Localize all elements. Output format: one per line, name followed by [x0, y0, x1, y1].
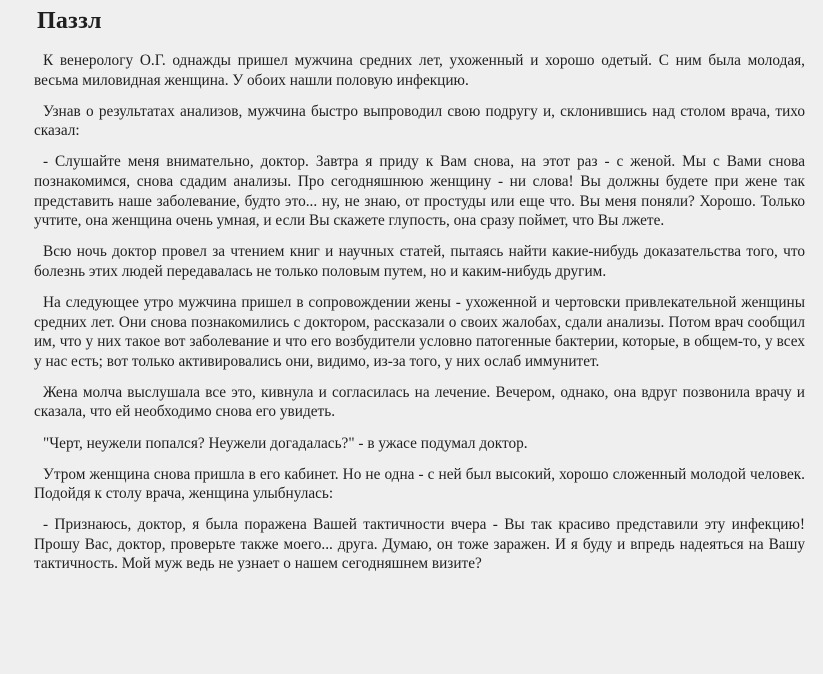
paragraph: Узнав о результатах анализов, мужчина быстро выпроводил свою подругу и, склонившись над столом врача, тихо сказал: — [34, 102, 805, 140]
paragraph: - Признаюсь, доктор, я была поражена Вашей тактичности вчера - Вы так красиво представили эту инфекцию! Прошу Вас, доктор, проверьте также моего... друга. Думаю, он тоже заражен. И я буду и впредь надеяться на Вашу тактичность. Мой муж ведь не узнает о нашем сегодняшнем визите? — [34, 516, 805, 573]
paragraph: Утром женщина снова пришла в его кабинет. Но не одна - с ней был высокий, хорошо сложенный молодой человек. Подойдя к столу врача, женщина улыбнулась: — [34, 465, 805, 503]
paragraph: К венерологу О.Г. однажды пришел мужчина средних лет, ухоженный и хорошо одетый. С ним была молодая, весьма миловидная женщина. У обоих нашли половую инфекцию. — [34, 52, 805, 89]
article-title: Паззл — [37, 8, 102, 34]
paragraph: - Слушайте меня внимательно, доктор. Завтра я приду к Вам снова, на этот раз - с женой. Мы с Вами снова познакомимся, снова сдадим анализы. Про сегодняшнюю женщину - ни слова! Вы должны будете при жене так представить наше заболевание, будто это... ну, не знаю, от простуды или еще что. Вы меня поняли? Хорошо. Только учтите, она женщина очень умная, и если Вы скажете глупость, она сразу поймет, что Вы лжете. — [34, 153, 805, 230]
paragraph: Всю ночь доктор провел за чтением книг и научных статей, пытаясь найти какие-нибудь доказательства того, что болезнь этих людей передавалась не только половым путем, но и каким-нибудь другим. — [34, 243, 805, 280]
paragraph: Жена молча выслушала все это, кивнула и согласилась на лечение. Вечером, однако, она вдруг позвонила врачу и сказала, что ей необходимо снова его увидеть. — [34, 383, 805, 421]
paragraph: На следующее утро мужчина пришел в сопровождении жены - ухоженной и чертовски привлекательной женщины средних лет. Они снова познакомились с доктором, рассказали о своих жалобах, сдали анализы. Потом врач сообщил им, что у них такое вот заболевание и что его возбудители условно патогенные бактерии, которые, в общем-то, у всех у нас есть; вот только активировались они, видимо, из-за того, у них ослаб иммунитет. — [34, 293, 805, 370]
article-body — [34, 51, 805, 574]
paragraph: "Черт, неужели попался? Неужели догадалась?" - в ужасе подумал доктор. — [43, 434, 528, 452]
